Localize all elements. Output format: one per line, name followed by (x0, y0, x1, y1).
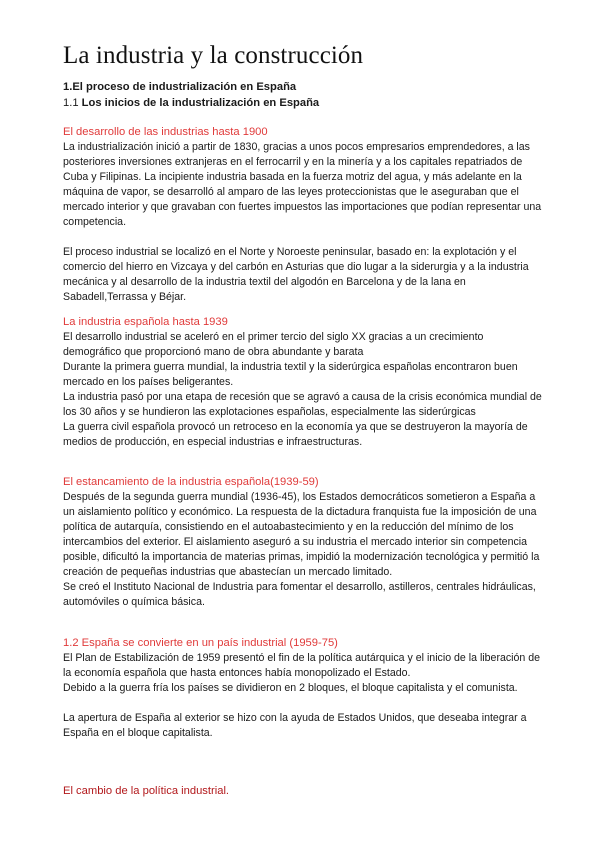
section-estancamiento (63, 475, 543, 610)
paragraph: La industria pasó por una etapa de recesión que se agravó a causa de la crisis económica mundial de los 30 años y se hundieron las explotaciones españolas, especialmente las siderúrgicas (63, 391, 542, 418)
paragraph: La apertura de España al exterior se hizo con la ayuda de Estados Unidos, que deseaba integrar a España en el bloque capitalista. (63, 712, 527, 739)
heading-2-text: Los inicios de la industrialización en España (81, 97, 320, 109)
document-title: La industria y la construcción (63, 42, 364, 69)
section-title: El cambio de la política industrial. (63, 785, 230, 797)
paragraph: Se creó el Instituto Nacional de Industria para fomentar el desarrollo, astilleros, centrales hidráulicas, automóviles o química básica. (63, 581, 536, 608)
paragraph: Durante la primera guerra mundial, la industria textil y la siderúrgica españolas encontraron buen mercado en los países beligerantes. (63, 361, 518, 388)
section-title: La industria española hasta 1939 (63, 316, 228, 328)
heading-2-number: 1.1 (63, 97, 79, 109)
paragraph: Después de la segunda guerra mundial (1936-45), los Estados democráticos sometieron a España a un aislamiento político y económico. La respuesta de la dictadura franquista fue la imposición de una política de autarquía, consistiendo en el autoabastecimiento y en la reducción del mínimo de los intercambios del exterior. El aislamiento aseguró a su industria el mercado interior sin competencia posible, dificultó la importancia de materias primas, impidió la modernización tecnológica y permitió la creación de pequeñas industrias que abastecían un mercado limitado. (63, 491, 540, 578)
paragraph: La industrialización inició a partir de 1830, gracias a unos pocos empresarios emprendedores, a las posteriores inversiones extranjeras en el ferrocarril y en la minería y a los capitales repatriados de Cuba y Filipinas. La incipiente industria basada en la fuerza motriz del agua, y más adelante en la máquina de vapor, se desarrolló al amparo de las leyes proteccionistas que le aseguraban que el mercado interior y que gravaban con fuertes impuestos las importaciones que podían representar una competencia. (63, 141, 542, 228)
section-title: 1.2 España se convierte en un país industrial (1959-75) (63, 637, 338, 649)
section-industria-1939 (63, 315, 543, 450)
paragraph: El Plan de Estabilización de 1959 presentó el fin de la política autárquica y el inicio de la liberación de la economía española que hasta entonces había monopolizado el Estado. (63, 652, 541, 679)
section-title: El estancamiento de la industria española(1939-59) (63, 476, 319, 488)
paragraph: El proceso industrial se localizó en el Norte y Noroeste peninsular, basado en: la explotación y el comercio del hierro en Vizcaya y del carbón en Asturias que dio lugar a la siderurgia y a la industria mecánica y al desarrollo de la industria textil del algodón en Barcelona y de la lana en Sabadell,Terrassa y Béjar. (63, 246, 529, 303)
section-pais-industrial (63, 636, 543, 741)
section-title: El desarrollo de las industrias hasta 1900 (63, 126, 268, 138)
paragraph: La guerra civil española provocó un retroceso en la economía ya que se destruyeron la mayoría de medios de producción, en especial industrias e infraestructuras. (63, 421, 528, 448)
heading-2 (63, 97, 319, 109)
paragraph: El desarrollo industrial se aceleró en el primer tercio del siglo XX gracias a un crecimiento demográfico que proporcionó mano de obra abundante y barata (63, 331, 484, 358)
paragraph: Debido a la guerra fría los países se dividieron en 2 bloques, el bloque capitalista y el comunista. (63, 682, 518, 694)
heading-1: 1.El proceso de industrialización en España (63, 81, 297, 93)
section-cambio-politica (63, 784, 543, 799)
section-industrias-1900 (63, 125, 543, 305)
